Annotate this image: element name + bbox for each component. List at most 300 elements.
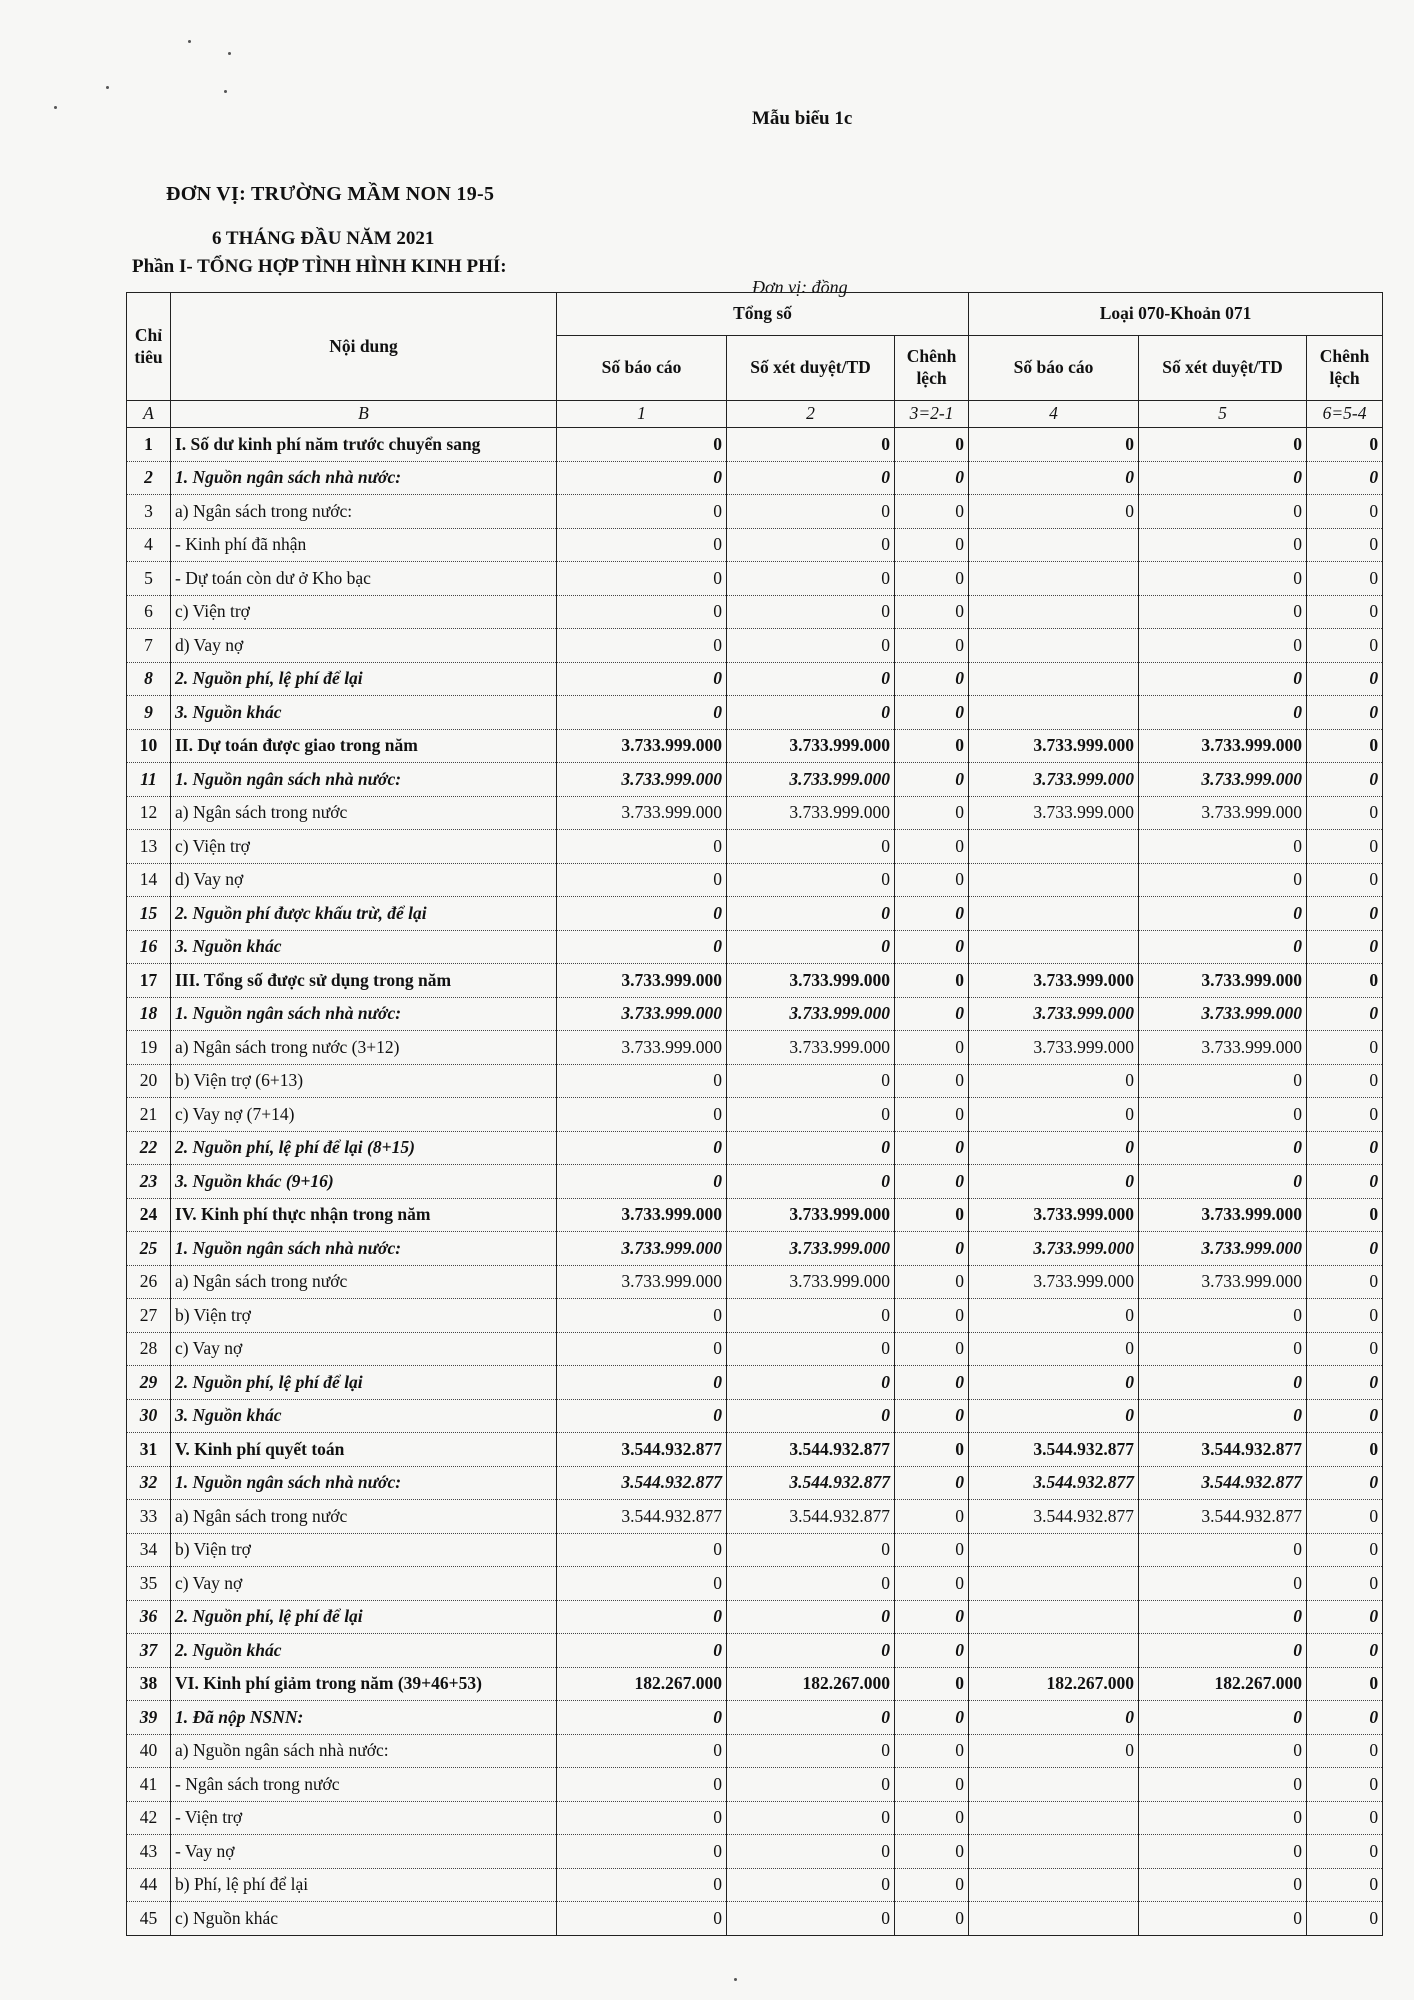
row-value	[969, 696, 1139, 730]
row-number: 44	[127, 1868, 171, 1902]
row-value: 0	[1307, 1232, 1383, 1266]
row-value: 0	[557, 495, 727, 529]
row-value: 0	[1139, 1533, 1307, 1567]
row-value: 0	[895, 1031, 969, 1065]
row-value: 0	[895, 696, 969, 730]
row-value: 0	[557, 595, 727, 629]
row-value: 0	[557, 1366, 727, 1400]
row-number: 19	[127, 1031, 171, 1065]
row-value: 0	[895, 997, 969, 1031]
row-label: c) Viện trợ	[171, 595, 557, 629]
row-value: 3.544.932.877	[727, 1500, 895, 1534]
row-value: 0	[1139, 1768, 1307, 1802]
row-label: c) Vay nợ	[171, 1332, 557, 1366]
column-index: 5	[1139, 401, 1307, 428]
table-row	[127, 1902, 1383, 1936]
row-value: 3.733.999.000	[727, 763, 895, 797]
row-number: 37	[127, 1634, 171, 1668]
row-value: 182.267.000	[557, 1667, 727, 1701]
row-number: 12	[127, 796, 171, 830]
row-label: a) Ngân sách trong nước	[171, 796, 557, 830]
table-row	[127, 763, 1383, 797]
table-row	[127, 1098, 1383, 1132]
row-value: 0	[557, 461, 727, 495]
table-row	[127, 1131, 1383, 1165]
table-row	[127, 930, 1383, 964]
row-value: 0	[727, 1768, 895, 1802]
row-value: 0	[557, 1131, 727, 1165]
row-value: 0	[557, 1399, 727, 1433]
row-value: 0	[727, 1332, 895, 1366]
row-value: 0	[727, 897, 895, 931]
row-value: 0	[727, 662, 895, 696]
report-period: 6 THÁNG ĐẦU NĂM 2021	[212, 228, 435, 249]
row-value: 0	[969, 1064, 1139, 1098]
row-value	[969, 830, 1139, 864]
row-value: 0	[895, 1064, 969, 1098]
row-value: 0	[1307, 863, 1383, 897]
column-index: 6=5-4	[1307, 401, 1383, 428]
row-value: 0	[1307, 1366, 1383, 1400]
header-so-xet-duyet: Số xét duyệt/TD	[727, 336, 895, 401]
table-row	[127, 1835, 1383, 1869]
row-value	[969, 1902, 1139, 1936]
row-value	[969, 1533, 1139, 1567]
scan-speck	[228, 52, 231, 55]
row-value: 0	[1139, 662, 1307, 696]
scan-speck	[54, 106, 57, 109]
row-value: 0	[1139, 1165, 1307, 1199]
row-value: 3.733.999.000	[727, 1031, 895, 1065]
row-label: 1. Đã nộp NSNN:	[171, 1701, 557, 1735]
scan-speck	[188, 40, 191, 43]
row-value: 0	[895, 796, 969, 830]
row-value: 0	[557, 1801, 727, 1835]
row-value: 0	[895, 1466, 969, 1500]
row-value: 0	[1139, 1902, 1307, 1936]
row-value	[969, 1835, 1139, 1869]
row-value: 0	[1139, 461, 1307, 495]
row-value: 0	[895, 897, 969, 931]
row-value: 3.733.999.000	[969, 1031, 1139, 1065]
row-value: 0	[557, 1098, 727, 1132]
row-value: 3.544.932.877	[557, 1466, 727, 1500]
row-label: II. Dự toán được giao trong năm	[171, 729, 557, 763]
row-number: 42	[127, 1801, 171, 1835]
column-index: 4	[969, 401, 1139, 428]
row-value: 0	[1139, 1064, 1307, 1098]
table-row	[127, 1801, 1383, 1835]
row-value: 0	[1307, 1701, 1383, 1735]
row-label: b) Viện trợ (6+13)	[171, 1064, 557, 1098]
row-value	[969, 1868, 1139, 1902]
row-value: 0	[557, 863, 727, 897]
row-label: 1. Nguồn ngân sách nhà nước:	[171, 763, 557, 797]
row-value: 0	[727, 1868, 895, 1902]
row-value: 3.733.999.000	[557, 964, 727, 998]
row-label: d) Vay nợ	[171, 863, 557, 897]
table-row	[127, 1701, 1383, 1735]
row-value: 0	[557, 1600, 727, 1634]
row-label: c) Viện trợ	[171, 830, 557, 864]
row-value: 3.733.999.000	[727, 729, 895, 763]
row-value: 0	[1307, 1533, 1383, 1567]
row-value: 0	[727, 1634, 895, 1668]
row-label: b) Viện trợ	[171, 1299, 557, 1333]
row-value: 3.733.999.000	[1139, 964, 1307, 998]
row-label: a) Nguồn ngân sách nhà nước:	[171, 1734, 557, 1768]
row-value: 0	[1307, 1902, 1383, 1936]
row-value: 0	[557, 1634, 727, 1668]
row-number: 9	[127, 696, 171, 730]
row-value: 3.733.999.000	[557, 796, 727, 830]
row-value: 3.733.999.000	[727, 1265, 895, 1299]
row-value: 0	[1307, 1165, 1383, 1199]
row-value: 3.733.999.000	[969, 1198, 1139, 1232]
row-value: 0	[969, 1098, 1139, 1132]
row-value: 0	[895, 629, 969, 663]
row-label: 2. Nguồn phí, lệ phí để lại (8+15)	[171, 1131, 557, 1165]
table-row	[127, 1868, 1383, 1902]
row-number: 22	[127, 1131, 171, 1165]
row-number: 1	[127, 428, 171, 462]
row-number: 41	[127, 1768, 171, 1802]
row-value: 0	[1139, 1600, 1307, 1634]
row-value: 0	[557, 1299, 727, 1333]
row-value: 0	[1139, 495, 1307, 529]
row-value: 0	[557, 696, 727, 730]
row-value: 0	[895, 1265, 969, 1299]
row-value: 0	[557, 897, 727, 931]
row-value: 0	[1139, 528, 1307, 562]
row-value: 0	[1139, 1098, 1307, 1132]
row-label: c) Vay nợ (7+14)	[171, 1098, 557, 1132]
row-value: 0	[1307, 830, 1383, 864]
row-value: 0	[1307, 562, 1383, 596]
row-value: 0	[969, 1701, 1139, 1735]
column-index: B	[171, 401, 557, 428]
row-value: 0	[557, 1332, 727, 1366]
row-value: 0	[969, 1366, 1139, 1400]
row-label: d) Vay nợ	[171, 629, 557, 663]
row-value: 3.544.932.877	[727, 1433, 895, 1467]
row-value: 0	[1307, 1332, 1383, 1366]
row-value: 0	[1139, 1801, 1307, 1835]
row-value: 0	[969, 1299, 1139, 1333]
table-row	[127, 1466, 1383, 1500]
row-number: 14	[127, 863, 171, 897]
row-value: 0	[1139, 1366, 1307, 1400]
row-number: 24	[127, 1198, 171, 1232]
row-label: b) Viện trợ	[171, 1533, 557, 1567]
funding-summary-table	[126, 292, 1383, 1936]
row-value: 3.733.999.000	[969, 763, 1139, 797]
header-so-xet-duyet: Số xét duyệt/TD	[1139, 336, 1307, 401]
row-label: - Kinh phí đã nhận	[171, 528, 557, 562]
row-value: 0	[1307, 495, 1383, 529]
row-value: 0	[1307, 595, 1383, 629]
row-label: 3. Nguồn khác	[171, 696, 557, 730]
row-value: 0	[969, 495, 1139, 529]
row-value: 3.733.999.000	[1139, 1265, 1307, 1299]
row-value: 3.733.999.000	[727, 997, 895, 1031]
row-value: 0	[895, 595, 969, 629]
row-value: 0	[557, 1902, 727, 1936]
row-number: 30	[127, 1399, 171, 1433]
row-label: IV. Kinh phí thực nhận trong năm	[171, 1198, 557, 1232]
row-value: 0	[1307, 1399, 1383, 1433]
row-value: 3.544.932.877	[969, 1500, 1139, 1534]
row-value: 3.733.999.000	[1139, 763, 1307, 797]
row-value: 0	[1307, 1064, 1383, 1098]
row-value: 3.733.999.000	[557, 997, 727, 1031]
row-value: 0	[727, 629, 895, 663]
table-row	[127, 1198, 1383, 1232]
row-value	[969, 528, 1139, 562]
table-row	[127, 1634, 1383, 1668]
row-value: 0	[1307, 662, 1383, 696]
row-number: 7	[127, 629, 171, 663]
row-value: 0	[727, 1701, 895, 1735]
table-row	[127, 1332, 1383, 1366]
row-number: 10	[127, 729, 171, 763]
row-value: 0	[1307, 1198, 1383, 1232]
row-value: 0	[895, 495, 969, 529]
row-value: 0	[1139, 595, 1307, 629]
row-number: 15	[127, 897, 171, 931]
row-value: 0	[1139, 863, 1307, 897]
row-value: 0	[1307, 428, 1383, 462]
row-label: 2. Nguồn phí, lệ phí để lại	[171, 662, 557, 696]
row-value: 0	[727, 428, 895, 462]
row-value: 3.544.932.877	[1139, 1466, 1307, 1500]
row-value: 0	[727, 562, 895, 596]
row-value: 0	[895, 1500, 969, 1534]
row-label: I. Số dư kinh phí năm trước chuyển sang	[171, 428, 557, 462]
row-value: 0	[1139, 1567, 1307, 1601]
table-row	[127, 1232, 1383, 1266]
row-value	[969, 1600, 1139, 1634]
table-row	[127, 696, 1383, 730]
row-value: 0	[1307, 1734, 1383, 1768]
row-value: 3.544.932.877	[969, 1466, 1139, 1500]
row-value	[969, 863, 1139, 897]
table-row	[127, 1165, 1383, 1199]
row-value: 0	[895, 1835, 969, 1869]
table-row	[127, 662, 1383, 696]
row-value: 0	[969, 1131, 1139, 1165]
row-value: 0	[557, 428, 727, 462]
row-number: 6	[127, 595, 171, 629]
row-label: - Vay nợ	[171, 1835, 557, 1869]
row-value: 0	[557, 662, 727, 696]
row-value: 0	[895, 930, 969, 964]
row-value: 182.267.000	[1139, 1667, 1307, 1701]
row-label: 3. Nguồn khác (9+16)	[171, 1165, 557, 1199]
row-value: 3.733.999.000	[727, 1198, 895, 1232]
row-value	[969, 1768, 1139, 1802]
row-value: 0	[557, 930, 727, 964]
row-label: 2. Nguồn khác	[171, 1634, 557, 1668]
row-value: 0	[727, 1567, 895, 1601]
row-value: 0	[969, 1399, 1139, 1433]
row-value: 0	[727, 461, 895, 495]
row-value: 3.544.932.877	[1139, 1433, 1307, 1467]
scan-speck	[224, 90, 227, 93]
currency-unit: Đơn vị: đồng	[752, 277, 848, 297]
row-value: 3.733.999.000	[1139, 1198, 1307, 1232]
row-value: 0	[895, 528, 969, 562]
row-value: 0	[1307, 1835, 1383, 1869]
row-label: - Viện trợ	[171, 1801, 557, 1835]
row-value: 0	[895, 1433, 969, 1467]
row-label: 1. Nguồn ngân sách nhà nước:	[171, 1232, 557, 1266]
row-value: 0	[1307, 1868, 1383, 1902]
row-value: 0	[557, 1701, 727, 1735]
row-value: 0	[895, 1701, 969, 1735]
row-value: 0	[727, 1902, 895, 1936]
row-value: 0	[1307, 1667, 1383, 1701]
row-number: 20	[127, 1064, 171, 1098]
row-number: 2	[127, 461, 171, 495]
row-value: 0	[727, 1299, 895, 1333]
row-value: 0	[1139, 1835, 1307, 1869]
row-label: III. Tổng số được sử dụng trong năm	[171, 964, 557, 998]
table-row	[127, 796, 1383, 830]
row-value: 0	[1307, 1098, 1383, 1132]
row-value: 0	[1307, 1466, 1383, 1500]
header-noi-dung: Nội dung	[171, 293, 557, 401]
row-value: 3.733.999.000	[557, 729, 727, 763]
row-value: 0	[895, 1734, 969, 1768]
row-number: 36	[127, 1600, 171, 1634]
table-row	[127, 964, 1383, 998]
row-value: 0	[557, 1533, 727, 1567]
row-value: 3.733.999.000	[557, 1198, 727, 1232]
row-value: 0	[895, 830, 969, 864]
table-row	[127, 1064, 1383, 1098]
row-number: 13	[127, 830, 171, 864]
row-value: 0	[1139, 562, 1307, 596]
table-row	[127, 1265, 1383, 1299]
table-row	[127, 1399, 1383, 1433]
row-value: 0	[895, 1868, 969, 1902]
row-label: c) Nguồn khác	[171, 1902, 557, 1936]
row-value: 0	[557, 1064, 727, 1098]
table-row	[127, 729, 1383, 763]
row-value: 0	[895, 1768, 969, 1802]
row-value: 3.733.999.000	[969, 964, 1139, 998]
row-label: - Dự toán còn dư ở Kho bạc	[171, 562, 557, 596]
row-value: 0	[895, 1366, 969, 1400]
row-number: 35	[127, 1567, 171, 1601]
row-value: 0	[1139, 1868, 1307, 1902]
row-value: 0	[895, 1165, 969, 1199]
row-number: 28	[127, 1332, 171, 1366]
row-value: 3.733.999.000	[969, 729, 1139, 763]
row-value: 0	[895, 1902, 969, 1936]
row-value: 0	[557, 1868, 727, 1902]
row-value: 3.733.999.000	[727, 796, 895, 830]
row-value: 0	[557, 1734, 727, 1768]
row-value: 0	[557, 1768, 727, 1802]
table-row	[127, 562, 1383, 596]
row-value: 0	[895, 428, 969, 462]
row-value: 0	[1307, 1768, 1383, 1802]
column-index: A	[127, 401, 171, 428]
table-row	[127, 629, 1383, 663]
row-number: 3	[127, 495, 171, 529]
table-row	[127, 897, 1383, 931]
row-value: 0	[727, 1064, 895, 1098]
row-value: 0	[895, 1801, 969, 1835]
row-value: 0	[557, 1835, 727, 1869]
table-row	[127, 1433, 1383, 1467]
row-value: 0	[895, 461, 969, 495]
row-number: 31	[127, 1433, 171, 1467]
row-value: 0	[1139, 1734, 1307, 1768]
row-value: 3.733.999.000	[727, 964, 895, 998]
row-value: 0	[1307, 1131, 1383, 1165]
table-row	[127, 830, 1383, 864]
row-label: b) Phí, lệ phí để lại	[171, 1868, 557, 1902]
table-row	[127, 495, 1383, 529]
row-value: 0	[1139, 428, 1307, 462]
row-value: 182.267.000	[969, 1667, 1139, 1701]
row-value: 3.544.932.877	[727, 1466, 895, 1500]
row-value: 0	[1307, 1299, 1383, 1333]
row-value: 0	[727, 1366, 895, 1400]
row-value: 0	[1307, 696, 1383, 730]
row-value: 0	[1307, 796, 1383, 830]
row-value: 0	[969, 1332, 1139, 1366]
row-value	[969, 662, 1139, 696]
row-value: 3.733.999.000	[969, 1265, 1139, 1299]
row-value: 0	[1307, 1500, 1383, 1534]
row-number: 45	[127, 1902, 171, 1936]
table-row	[127, 1567, 1383, 1601]
row-number: 39	[127, 1701, 171, 1735]
header-chenh-lech: Chênh lệch	[1307, 336, 1383, 401]
row-label: a) Ngân sách trong nước	[171, 1265, 557, 1299]
row-number: 21	[127, 1098, 171, 1132]
row-value: 0	[727, 863, 895, 897]
table-row	[127, 1533, 1383, 1567]
row-value: 0	[895, 662, 969, 696]
row-value: 0	[727, 1600, 895, 1634]
row-value: 0	[969, 428, 1139, 462]
table-row	[127, 1366, 1383, 1400]
row-value: 3.733.999.000	[969, 1232, 1139, 1266]
row-value: 0	[1139, 1701, 1307, 1735]
row-number: 33	[127, 1500, 171, 1534]
row-value: 0	[1307, 1801, 1383, 1835]
row-value: 0	[727, 528, 895, 562]
row-value: 0	[895, 763, 969, 797]
row-value: 0	[1307, 1031, 1383, 1065]
row-value: 0	[969, 1734, 1139, 1768]
row-number: 11	[127, 763, 171, 797]
row-label: a) Ngân sách trong nước (3+12)	[171, 1031, 557, 1065]
row-value: 0	[727, 696, 895, 730]
row-value	[969, 1567, 1139, 1601]
row-value: 0	[727, 930, 895, 964]
row-value: 0	[557, 830, 727, 864]
row-value: 0	[895, 1600, 969, 1634]
row-value: 0	[895, 1131, 969, 1165]
row-value: 0	[1307, 629, 1383, 663]
part-title: Phần I- TỔNG HỢP TÌNH HÌNH KINH PHÍ:	[132, 256, 507, 277]
